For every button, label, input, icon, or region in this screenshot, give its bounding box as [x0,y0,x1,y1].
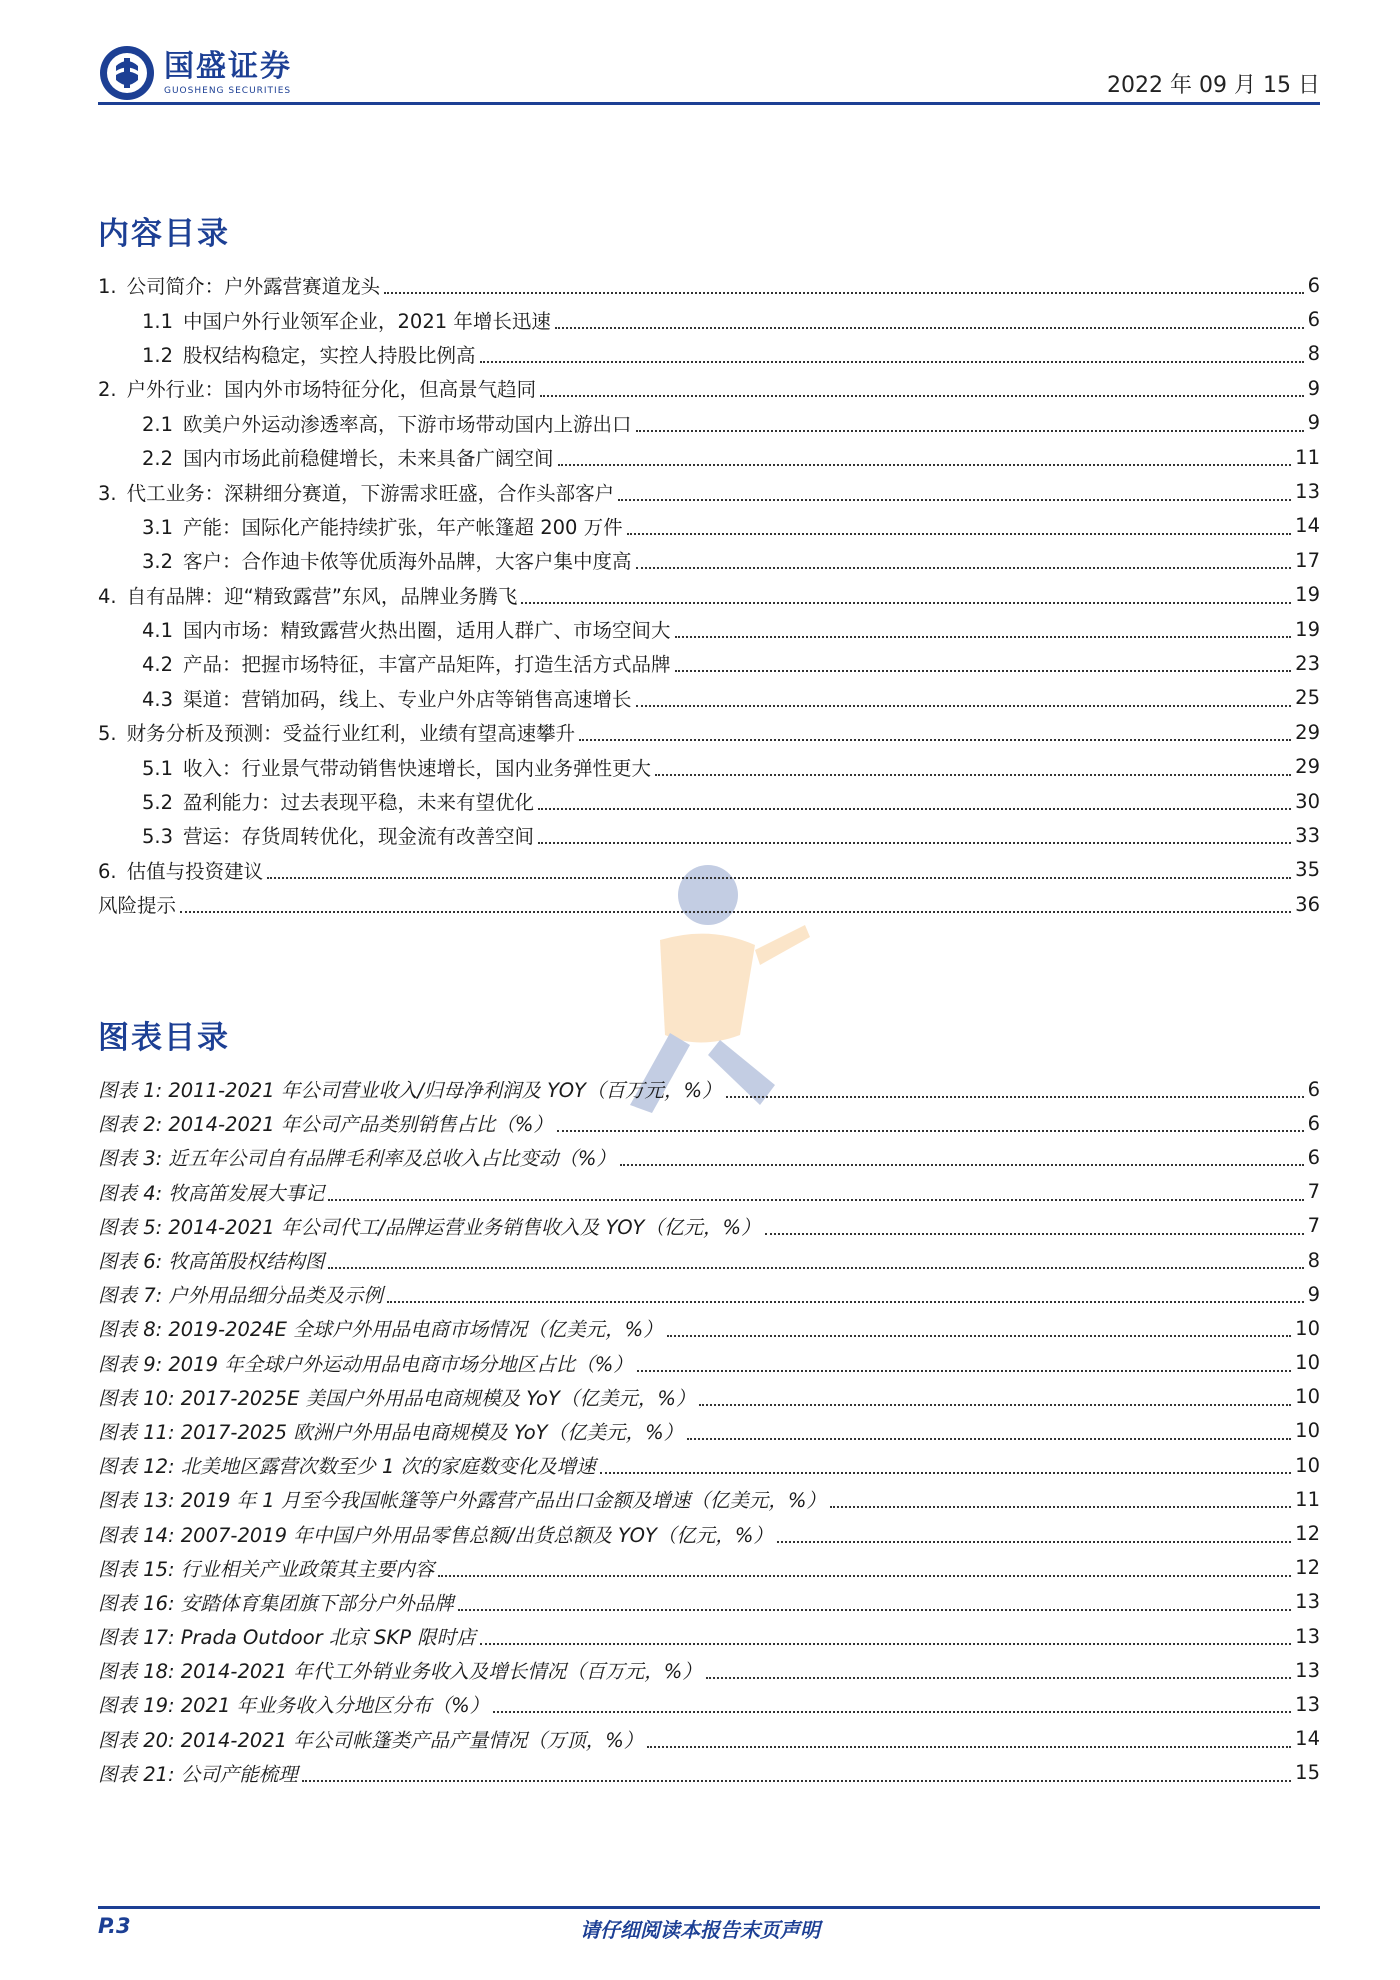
toc-entry-title [98,856,263,884]
figure-entry-page: 15 [1295,1761,1320,1785]
dot-leader [636,430,1304,432]
dot-leader [493,1711,1291,1713]
figure-entry[interactable] [98,1209,1320,1243]
figure-entry-label: 图表 14: 2007-2019 年中国户外用品零售总额/出货总额及 YOY（亿元，%） [98,1523,773,1547]
figure-entry-label: 图表 10: 2017-2025E 美国户外用品电商规模及 YoY（亿美元，%） [98,1386,696,1410]
dot-leader [387,1301,1304,1303]
toc-entry-number: 6. [98,859,117,883]
toc-entry-label: 中国户外行业领军企业，2021 年增长迅速 [183,309,551,333]
company-logo [98,44,292,102]
figure-entry-page: 10 [1295,1316,1320,1340]
figure-entry-page: 13 [1295,1624,1320,1648]
dot-leader [655,774,1291,776]
toc-entry[interactable] [98,440,1320,474]
toc-entry-label: 股权结构稳定，实控人持股比例高 [183,343,476,367]
toc-entry-number: 2. [98,378,117,402]
logo-company-cn: 国盛证券 [164,49,292,84]
dot-leader [302,1780,1291,1782]
toc-entry-page: 30 [1295,789,1320,813]
toc-entry-title [142,615,671,643]
figure-entry-label: 图表 9: 2019 年全球户外运动用品电商市场分地区占比（%） [98,1352,633,1376]
toc-entry-number: 1. [98,275,117,299]
toc-entry-page: 25 [1295,686,1320,710]
toc-entry-label: 户外行业：国内外市场特征分化，但高景气趋同 [126,378,537,402]
toc-entry-label: 风险提示 [98,894,177,918]
dot-leader [540,395,1303,397]
figure-entry-label: 图表 19: 2021 年业务收入分地区分布（%） [98,1694,490,1718]
toc-entry-label: 公司简介：户外露营赛道龙头 [126,275,381,299]
toc-entry-label: 财务分析及预测：受益行业红利，业绩有望高速攀升 [126,722,576,746]
figure-entry-label: 图表 2: 2014-2021 年公司产品类别销售占比（%） [98,1113,553,1137]
toc-entry-page: 13 [1295,480,1320,504]
toc-entry[interactable] [98,371,1320,405]
figure-entry[interactable] [98,1346,1320,1380]
dot-leader [706,1677,1291,1679]
toc-entry[interactable] [98,612,1320,646]
figure-entry[interactable] [98,1551,1320,1585]
toc-entry-page: 29 [1295,755,1320,779]
toc-entry-title [142,512,623,540]
toc-entry-number: 2.1 [142,412,174,436]
toc-entry-title [142,684,632,712]
toc-entry[interactable] [98,646,1320,680]
dot-leader [620,1164,1304,1166]
toc-entry-page: 35 [1295,858,1320,882]
figure-entry[interactable] [98,1756,1320,1790]
figure-entry[interactable] [98,1106,1320,1140]
toc-entry-page: 6 [1307,308,1320,332]
figure-entry[interactable] [98,1072,1320,1106]
toc-entry-title [142,649,671,677]
dot-leader [579,739,1291,741]
toc-entry-number: 4.1 [142,619,174,643]
figure-entry[interactable] [98,1516,1320,1550]
dot-leader [438,1575,1291,1577]
dot-leader [480,1643,1292,1645]
toc-entry-label: 产能：国际化产能持续扩张，年产帐篷超 200 万件 [183,515,623,539]
dot-leader [647,1746,1291,1748]
dot-leader [667,1335,1291,1337]
toc-entry-label: 客户：合作迪卡侬等优质海外品牌，大客户集中度高 [183,550,632,574]
figure-entry[interactable] [98,1243,1320,1277]
dot-leader [830,1506,1291,1508]
dot-leader [765,1233,1304,1235]
toc-entry-title [142,409,632,437]
figure-entry-page: 10 [1295,1351,1320,1375]
toc-entry[interactable] [98,302,1320,336]
toc-entry-title [98,374,536,402]
figure-entry[interactable] [98,1619,1320,1653]
dot-leader [180,911,1291,913]
figure-entry-page: 10 [1295,1419,1320,1443]
dot-leader [636,567,1292,569]
dot-leader [267,877,1291,879]
figure-entry[interactable] [98,1277,1320,1311]
toc-entry-label: 产品：把握市场特征，丰富产品矩阵，打造生活方式品牌 [183,653,671,677]
dot-leader [600,1472,1292,1474]
figure-entry-page: 14 [1295,1727,1320,1751]
toc-entry[interactable] [98,337,1320,371]
figure-entry-label: 图表 4: 牧高笛发展大事记 [98,1181,325,1205]
toc-entry-page: 8 [1307,342,1320,366]
figure-entry[interactable] [98,1380,1320,1414]
toc-entry-page: 36 [1295,892,1320,916]
toc-entry-page: 19 [1295,583,1320,607]
dot-leader [538,842,1291,844]
toc-entry-label: 国内市场此前稳健增长，未来具备广阔空间 [183,447,554,471]
toc-entry-page: 11 [1295,445,1320,469]
toc-entry-title [142,306,551,334]
toc-entry-title [142,787,534,815]
toc-entry-page: 33 [1295,823,1320,847]
figure-list [98,1072,1320,1790]
dot-leader [558,464,1292,466]
toc-entry[interactable] [98,543,1320,577]
toc-entry-page: 6 [1307,273,1320,297]
toc-entry-title [98,718,575,746]
dot-leader [699,1404,1291,1406]
page-number: P.3 [98,1914,131,1938]
toc-entry[interactable] [98,887,1320,921]
toc-entry-page: 14 [1295,514,1320,538]
dot-leader [555,327,1304,329]
toc-entry-number: 5. [98,722,117,746]
figure-entry-page: 13 [1295,1590,1320,1614]
dot-leader [726,1096,1304,1098]
figure-entry[interactable] [98,1653,1320,1687]
toc-entry[interactable] [98,681,1320,715]
toc-entry[interactable] [98,715,1320,749]
figure-entry-page: 9 [1307,1282,1320,1306]
toc-entry-number: 4. [98,584,117,608]
toc-entry-title [98,271,380,299]
toc-entry-number: 5.3 [142,825,174,849]
toc-entry-page: 9 [1307,411,1320,435]
dot-leader [480,361,1304,363]
figure-entry-label: 图表 18: 2014-2021 年代工外销业务收入及增长情况（百万元，%） [98,1660,702,1684]
figure-entry-page: 6 [1307,1145,1320,1169]
report-date: 2022 年 09 月 15 日 [1107,73,1320,98]
dot-leader [777,1541,1291,1543]
toc-entry-page: 29 [1295,720,1320,744]
figure-entry-page: 13 [1295,1658,1320,1682]
toc-entry-label: 营运：存货周转优化，现金流有改善空间 [183,825,535,849]
figure-entry-label: 图表 16: 安踏体育集团旗下部分户外品牌 [98,1591,454,1615]
figure-entry[interactable] [98,1175,1320,1209]
figure-entry-page: 8 [1307,1248,1320,1272]
dot-leader [458,1609,1291,1611]
toc-entry-label: 收入：行业景气带动销售快速增长，国内业务弹性更大 [183,756,652,780]
dot-leader [637,1370,1291,1372]
dot-leader [636,705,1292,707]
toc-entry-number: 1.2 [142,343,174,367]
dot-leader [627,533,1292,535]
toc-entry[interactable] [98,268,1320,302]
figure-entry-label: 图表 1: 2011-2021 年公司营业收入/归母净利润及 YOY（百万元，%） [98,1079,722,1103]
dot-leader [675,670,1292,672]
figure-entry-label: 图表 20: 2014-2021 年公司帐篷类产品产量情况（万顶，%） [98,1728,644,1752]
figure-entry-label: 图表 15: 行业相关产业政策其主要内容 [98,1557,435,1581]
dot-leader [687,1438,1291,1440]
toc-entry-title [142,821,534,849]
figure-entry-page: 13 [1295,1692,1320,1716]
figure-entry-label: 图表 7: 户外用品细分品类及示例 [98,1284,383,1308]
dot-leader [521,602,1291,604]
guosheng-logo-icon [98,44,156,102]
toc-entry-number: 4.2 [142,653,174,677]
figure-entry-page: 12 [1295,1522,1320,1546]
figure-entry-page: 11 [1295,1487,1320,1511]
toc-entry-number: 3.1 [142,515,174,539]
toc-entry[interactable] [98,474,1320,508]
dot-leader [557,1130,1304,1132]
figure-entry-page: 6 [1307,1111,1320,1135]
toc-entry[interactable] [98,749,1320,783]
toc-entry-title [142,546,632,574]
figure-entry[interactable] [98,1448,1320,1482]
toc-entry-number: 3. [98,481,117,505]
toc-entry-page: 9 [1307,376,1320,400]
toc-entry-label: 国内市场：精致露营火热出圈，适用人群广、市场空间大 [183,619,671,643]
dot-leader [328,1267,1303,1269]
figure-entry-label: 图表 12: 北美地区露营次数至少 1 次的家庭数变化及增速 [98,1455,596,1479]
dot-leader [618,499,1291,501]
toc-entry-label: 自有品牌：迎“精致露营”东风，品牌业务腾飞 [126,584,518,608]
figure-entry[interactable] [98,1414,1320,1448]
toc-entry-number: 2.2 [142,447,174,471]
figure-entry-page: 7 [1307,1214,1320,1238]
toc-entry-page: 19 [1295,617,1320,641]
figure-entry[interactable] [98,1585,1320,1619]
figure-entry-label: 图表 3: 近五年公司自有品牌毛利率及总收入占比变动（%） [98,1147,616,1171]
figure-entry[interactable] [98,1722,1320,1756]
toc-entry-label: 盈利能力：过去表现平稳，未来有望优化 [183,791,535,815]
figure-entry-page: 10 [1295,1453,1320,1477]
logo-text [164,50,292,96]
toc-entry[interactable] [98,406,1320,440]
toc-title: 内容目录 [98,216,230,252]
toc-entry-title [142,753,651,781]
dot-leader [328,1199,1303,1201]
figure-entry-label: 图表 8: 2019-2024E 全球户外用品电商市场情况（亿美元，%） [98,1318,663,1342]
toc-entry-page: 23 [1295,651,1320,675]
figure-entry-label: 图表 17: Prada Outdoor 北京 SKP 限时店 [98,1626,476,1650]
figure-entry[interactable] [98,1687,1320,1721]
toc-entry-title [142,443,554,471]
figure-list-title: 图表目录 [98,1020,230,1056]
figure-entry-label: 图表 21: 公司产能梳理 [98,1762,298,1786]
toc-entry-number: 3.2 [142,550,174,574]
figure-entry-page: 10 [1295,1385,1320,1409]
toc-entry-number: 1.1 [142,309,174,333]
toc-entry-page: 17 [1295,548,1320,572]
toc-entry-title [98,890,176,918]
figure-entry[interactable] [98,1311,1320,1345]
toc-entry-title [98,478,614,506]
page-header [98,38,1320,104]
figure-entry[interactable] [98,1482,1320,1516]
toc-entry-title [98,581,517,609]
header-divider [98,102,1320,105]
toc-entry-label: 渠道：营销加码，线上、专业户外店等销售高速增长 [183,687,632,711]
dot-leader [538,808,1291,810]
figure-entry-page: 12 [1295,1556,1320,1580]
toc-entry-label: 欧美户外运动渗透率高，下游市场带动国内上游出口 [183,412,632,436]
figure-entry-label: 图表 6: 牧高笛股权结构图 [98,1250,325,1274]
toc-entry-label: 代工业务：深耕细分赛道，下游需求旺盛，合作头部客户 [126,481,615,505]
toc-entry[interactable] [98,784,1320,818]
disclaimer-note: 请仔细阅读本报告末页声明 [580,1918,820,1942]
logo-company-en: GUOSHENG SECURITIES [164,86,292,96]
toc-entry[interactable] [98,818,1320,852]
toc-entry-number: 5.2 [142,791,174,815]
dot-leader [384,292,1303,294]
toc-entry[interactable] [98,509,1320,543]
toc-entry[interactable] [98,578,1320,612]
footer-divider [98,1906,1320,1909]
figure-entry[interactable] [98,1140,1320,1174]
toc-entry-title [142,340,476,368]
figure-entry-label: 图表 5: 2014-2021 年公司代工/品牌运营业务销售收入及 YOY（亿元，%） [98,1215,761,1239]
toc-entry-label: 估值与投资建议 [126,859,264,883]
figure-entry-label: 图表 13: 2019 年 1 月至今我国帐篷等户外露营产品出口金额及增速（亿美元，%） [98,1489,826,1513]
toc-entry-number: 4.3 [142,687,174,711]
toc-entry[interactable] [98,853,1320,887]
figure-entry-page: 7 [1307,1180,1320,1204]
figure-entry-page: 6 [1307,1077,1320,1101]
dot-leader [675,636,1292,638]
table-of-contents [98,268,1320,921]
toc-entry-number: 5.1 [142,756,174,780]
figure-entry-label: 图表 11: 2017-2025 欧洲户外用品电商规模及 YoY（亿美元，%） [98,1420,684,1444]
